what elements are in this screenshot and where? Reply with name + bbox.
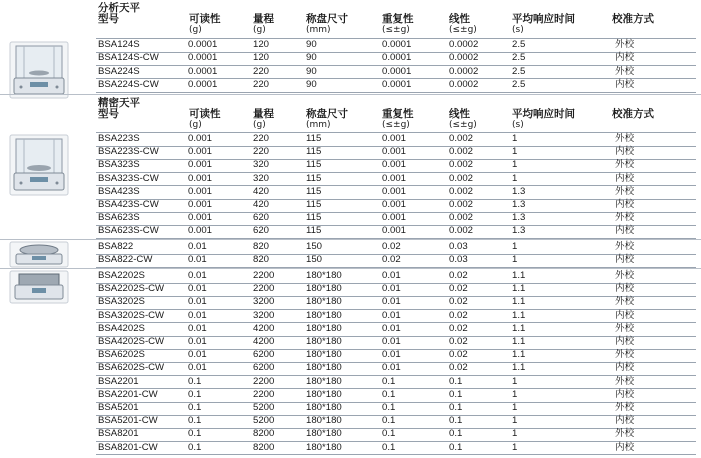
repeatability-cell: 0.1	[382, 402, 396, 413]
calibration-cell: 内校	[615, 172, 635, 184]
readability-cell: 0.1	[188, 402, 202, 413]
capacity-cell: 8200	[253, 441, 275, 453]
readability-cell: 0.001	[188, 185, 213, 197]
calibration-cell: 内校	[615, 52, 635, 64]
table-row	[96, 376, 696, 390]
capacity-cell: 2200	[253, 270, 275, 281]
readability-cell: 0.01	[188, 241, 207, 252]
capacity-cell: 620	[253, 225, 270, 237]
response-time-cell: 1.1	[512, 309, 526, 321]
pan-size-cell: 180*180	[306, 428, 342, 440]
pan-size-cell: 90	[306, 65, 317, 77]
model-cell: BSA4202S	[98, 322, 145, 334]
readability-cell: 0.0001	[188, 65, 218, 77]
table-row	[96, 296, 696, 310]
calibration-cell: 外校	[615, 270, 635, 281]
response-time-cell: 1.1	[512, 349, 526, 361]
calibration-cell: 内校	[615, 254, 635, 266]
capacity-cell: 5200	[253, 402, 275, 413]
linearity-cell: 0.02	[449, 270, 468, 281]
response-time-cell: 1.1	[512, 296, 526, 308]
readability-cell: 0.001	[188, 225, 213, 237]
model-cell: BSA223S	[98, 133, 140, 144]
response-time-cell: 2.5	[512, 39, 526, 50]
pan-size-cell: 115	[306, 212, 322, 224]
readability-cell: 0.001	[188, 159, 213, 171]
model-cell: BSA2202S-CW	[98, 283, 165, 295]
capacity-cell: 3200	[253, 296, 275, 308]
readability-cell: 0.01	[188, 309, 207, 321]
table-row	[96, 362, 696, 376]
model-cell: BSA8201	[98, 428, 139, 440]
header-readability: 可读性 (g)	[189, 108, 221, 130]
readability-cell: 0.01	[188, 349, 207, 361]
table-row	[96, 241, 696, 255]
pan-size-cell: 115	[306, 172, 322, 184]
linearity-cell: 0.1	[449, 402, 463, 413]
response-time-cell: 1	[512, 241, 518, 252]
calibration-cell: 外校	[615, 428, 635, 440]
capacity-cell: 820	[253, 254, 270, 266]
readability-cell: 0.1	[188, 441, 202, 453]
section-divider	[0, 268, 701, 269]
table-row	[96, 66, 696, 80]
table-row	[96, 133, 696, 147]
model-cell: BSA822-CW	[98, 254, 153, 266]
header-capacity: 量程 (g)	[253, 13, 274, 35]
model-cell: BSA323S-CW	[98, 172, 159, 184]
repeatability-cell: 0.1	[382, 428, 396, 440]
response-time-cell: 1.3	[512, 212, 526, 224]
calibration-cell: 外校	[615, 133, 635, 144]
repeatability-cell: 0.1	[382, 375, 396, 387]
response-time-cell: 1	[512, 428, 518, 440]
readability-cell: 0.01	[188, 362, 207, 374]
table-row	[96, 283, 696, 297]
model-cell: BSA2202S	[98, 270, 145, 281]
response-time-cell: 2.5	[512, 78, 526, 90]
analytical-balance-image	[8, 40, 70, 100]
capacity-cell: 420	[253, 185, 270, 197]
response-time-cell: 1	[512, 375, 518, 387]
repeatability-cell: 0.01	[382, 362, 401, 374]
linearity-cell: 0.02	[449, 322, 468, 334]
calibration-cell: 外校	[615, 65, 635, 77]
calibration-cell: 外校	[615, 241, 635, 252]
capacity-cell: 120	[253, 39, 270, 50]
linearity-cell: 0.02	[449, 309, 468, 321]
linearity-cell: 0.0002	[449, 78, 479, 90]
pan-size-cell: 180*180	[306, 322, 342, 334]
calibration-cell: 外校	[615, 212, 635, 224]
model-cell: BSA2201-CW	[98, 388, 158, 400]
model-cell: BSA623S	[98, 212, 140, 224]
table-row	[96, 199, 696, 213]
linearity-cell: 0.03	[449, 241, 468, 252]
pan-size-cell: 115	[306, 225, 322, 237]
table-row	[96, 186, 696, 200]
capacity-cell: 320	[253, 172, 270, 184]
model-cell: BSA423S	[98, 185, 140, 197]
repeatability-cell: 0.001	[382, 159, 407, 171]
linearity-cell: 0.002	[449, 133, 474, 144]
header-response-time: 平均响应时间 (s)	[512, 108, 575, 130]
header-calibration: 校准方式	[612, 108, 654, 120]
model-cell: BSA323S	[98, 159, 140, 171]
linearity-cell: 0.1	[449, 441, 463, 453]
calibration-cell: 内校	[615, 362, 635, 374]
linearity-cell: 0.02	[449, 283, 468, 295]
readability-cell: 0.001	[188, 199, 213, 210]
pan-size-cell: 115	[306, 146, 322, 158]
table-row	[96, 39, 696, 53]
readability-cell: 0.01	[188, 336, 207, 347]
pan-size-cell: 180*180	[306, 402, 342, 413]
pan-size-cell: 180*180	[306, 415, 342, 427]
readability-cell: 0.01	[188, 270, 207, 281]
pan-size-cell: 115	[306, 133, 322, 144]
table-row	[96, 159, 696, 173]
repeatability-cell: 0.01	[382, 309, 401, 321]
readability-cell: 0.01	[188, 322, 207, 334]
readability-cell: 0.1	[188, 415, 202, 427]
linearity-cell: 0.1	[449, 415, 463, 427]
header-repeatability: 重复性 (≤±g)	[382, 13, 414, 35]
repeatability-cell: 0.01	[382, 283, 401, 295]
readability-cell: 0.001	[188, 133, 213, 144]
header-readability: 可读性 (g)	[189, 13, 221, 35]
calibration-cell: 外校	[615, 375, 635, 387]
model-cell: BSA423S-CW	[98, 199, 159, 210]
model-cell: BSA2201	[98, 375, 139, 387]
table-row	[96, 428, 696, 442]
response-time-cell: 1.1	[512, 270, 526, 281]
repeatability-cell: 0.01	[382, 270, 401, 281]
linearity-cell: 0.0002	[449, 52, 479, 64]
repeatability-cell: 0.001	[382, 199, 407, 210]
model-cell: BSA3202S-CW	[98, 309, 165, 321]
response-time-cell: 2.5	[512, 52, 526, 64]
response-time-cell: 1.1	[512, 336, 526, 347]
capacity-cell: 220	[253, 146, 270, 158]
table-row	[96, 349, 696, 363]
round-pan-balance-image	[8, 241, 70, 268]
pan-size-cell: 90	[306, 39, 317, 50]
repeatability-cell: 0.02	[382, 254, 401, 266]
model-cell: BSA8201-CW	[98, 441, 158, 453]
capacity-cell: 2200	[253, 283, 275, 295]
response-time-cell: 1	[512, 441, 518, 453]
response-time-cell: 1.3	[512, 185, 526, 197]
repeatability-cell: 0.001	[382, 225, 407, 237]
table-row	[96, 310, 696, 324]
capacity-cell: 620	[253, 212, 270, 224]
calibration-cell: 内校	[615, 441, 635, 453]
response-time-cell: 1	[512, 254, 518, 266]
linearity-cell: 0.002	[449, 185, 474, 197]
repeatability-cell: 0.0001	[382, 78, 412, 90]
readability-cell: 0.0001	[188, 52, 218, 64]
capacity-cell: 420	[253, 199, 270, 210]
table-row	[96, 146, 696, 160]
linearity-cell: 0.1	[449, 375, 463, 387]
repeatability-cell: 0.01	[382, 349, 401, 361]
repeatability-cell: 0.02	[382, 241, 401, 252]
model-cell: BSA4202S-CW	[98, 336, 165, 347]
readability-cell: 0.01	[188, 283, 207, 295]
pan-size-cell: 180*180	[306, 309, 342, 321]
capacity-cell: 4200	[253, 322, 275, 334]
pan-size-cell: 90	[306, 78, 317, 90]
readability-cell: 0.1	[188, 375, 202, 387]
calibration-cell: 内校	[615, 336, 635, 347]
capacity-cell: 220	[253, 133, 270, 144]
table-row	[96, 389, 696, 403]
calibration-cell: 内校	[615, 78, 635, 90]
linearity-cell: 0.002	[449, 199, 474, 210]
repeatability-cell: 0.0001	[382, 65, 412, 77]
header-linearity: 线性 (≤±g)	[449, 108, 477, 130]
readability-cell: 0.1	[188, 428, 202, 440]
pan-size-cell: 180*180	[306, 283, 342, 295]
category-label: 精密天平	[98, 97, 140, 109]
pan-size-cell: 180*180	[306, 270, 342, 281]
capacity-cell: 820	[253, 241, 270, 252]
linearity-cell: 0.0002	[449, 39, 479, 50]
capacity-cell: 220	[253, 78, 270, 90]
capacity-cell: 5200	[253, 415, 275, 427]
model-cell: BSA124S-CW	[98, 52, 159, 64]
response-time-cell: 1	[512, 146, 518, 158]
repeatability-cell: 0.001	[382, 133, 407, 144]
repeatability-cell: 0.01	[382, 336, 401, 347]
pan-size-cell: 150	[306, 254, 323, 266]
model-cell: BSA124S	[98, 39, 140, 50]
repeatability-cell: 0.01	[382, 296, 401, 308]
response-time-cell: 1.3	[512, 199, 526, 210]
linearity-cell: 0.1	[449, 388, 463, 400]
table-row	[96, 225, 696, 239]
pan-size-cell: 180*180	[306, 349, 342, 361]
repeatability-cell: 0.01	[382, 322, 401, 334]
header-model: 型号	[98, 13, 119, 25]
calibration-cell: 内校	[615, 146, 635, 158]
calibration-cell: 内校	[615, 309, 635, 321]
table-row	[96, 254, 696, 268]
table-row	[96, 79, 696, 93]
readability-cell: 0.0001	[188, 78, 218, 90]
linearity-cell: 0.03	[449, 254, 468, 266]
linearity-cell: 0.002	[449, 225, 474, 237]
linearity-cell: 0.1	[449, 428, 463, 440]
linearity-cell: 0.002	[449, 172, 474, 184]
repeatability-cell: 0.1	[382, 415, 396, 427]
pan-size-cell: 180*180	[306, 362, 342, 374]
category-label: 分析天平	[98, 2, 140, 14]
pan-size-cell: 180*180	[306, 441, 342, 453]
capacity-cell: 320	[253, 159, 270, 171]
model-cell: BSA5201	[98, 402, 139, 413]
capacity-cell: 8200	[253, 428, 275, 440]
calibration-cell: 内校	[615, 415, 635, 427]
linearity-cell: 0.02	[449, 349, 468, 361]
linearity-cell: 0.0002	[449, 65, 479, 77]
header-pan-size: 称盘尺寸 (mm)	[306, 108, 348, 130]
pan-size-cell: 180*180	[306, 296, 342, 308]
calibration-cell: 外校	[615, 296, 635, 308]
model-cell: BSA5201-CW	[98, 415, 158, 427]
section-divider	[0, 239, 701, 240]
pan-size-cell: 180*180	[306, 336, 342, 347]
calibration-cell: 内校	[615, 388, 635, 400]
calibration-cell: 外校	[615, 39, 635, 50]
response-time-cell: 1	[512, 402, 518, 413]
response-time-cell: 1.1	[512, 362, 526, 374]
header-calibration: 校准方式	[612, 13, 654, 25]
linearity-cell: 0.002	[449, 212, 474, 224]
table-row	[96, 323, 696, 337]
table-row	[96, 415, 696, 429]
readability-cell: 0.0001	[188, 39, 218, 50]
header-response-time: 平均响应时间 (s)	[512, 13, 575, 35]
capacity-cell: 6200	[253, 362, 275, 374]
calibration-cell: 内校	[615, 283, 635, 295]
response-time-cell: 1.3	[512, 225, 526, 237]
response-time-cell: 1	[512, 133, 518, 144]
table-row	[96, 173, 696, 187]
pan-size-cell: 90	[306, 52, 317, 64]
capacity-cell: 3200	[253, 309, 275, 321]
section-divider	[0, 94, 701, 95]
table-row	[96, 336, 696, 350]
header-linearity: 线性 (≤±g)	[449, 13, 477, 35]
pan-size-cell: 180*180	[306, 375, 342, 387]
calibration-cell: 内校	[615, 199, 635, 210]
table-row	[96, 52, 696, 66]
model-cell: BSA6202S	[98, 349, 145, 361]
capacity-cell: 4200	[253, 336, 275, 347]
model-cell: BSA224S	[98, 65, 140, 77]
readability-cell: 0.01	[188, 254, 207, 266]
response-time-cell: 1	[512, 388, 518, 400]
readability-cell: 0.01	[188, 296, 207, 308]
readability-cell: 0.001	[188, 212, 213, 224]
model-cell: BSA623S-CW	[98, 225, 159, 237]
repeatability-cell: 0.001	[382, 146, 407, 158]
linearity-cell: 0.02	[449, 296, 468, 308]
linearity-cell: 0.002	[449, 146, 474, 158]
readability-cell: 0.1	[188, 388, 202, 400]
repeatability-cell: 0.001	[382, 172, 407, 184]
model-cell: BSA6202S-CW	[98, 362, 165, 374]
response-time-cell: 1	[512, 159, 518, 171]
pan-size-cell: 150	[306, 241, 323, 252]
response-time-cell: 2.5	[512, 65, 526, 77]
table-row	[96, 402, 696, 416]
repeatability-cell: 0.1	[382, 441, 396, 453]
calibration-cell: 外校	[615, 185, 635, 197]
pan-size-cell: 115	[306, 185, 322, 197]
calibration-cell: 外校	[615, 349, 635, 361]
repeatability-cell: 0.1	[382, 388, 396, 400]
repeatability-cell: 0.001	[382, 185, 407, 197]
repeatability-cell: 0.0001	[382, 39, 412, 50]
capacity-cell: 220	[253, 65, 270, 77]
table-row	[96, 212, 696, 226]
calibration-cell: 外校	[615, 159, 635, 171]
header-model: 型号	[98, 108, 119, 120]
model-cell: BSA223S-CW	[98, 146, 159, 158]
response-time-cell: 1.1	[512, 283, 526, 295]
calibration-cell: 外校	[615, 402, 635, 413]
precision-balance-image	[8, 133, 70, 197]
model-cell: BSA3202S	[98, 296, 145, 308]
readability-cell: 0.001	[188, 172, 213, 184]
repeatability-cell: 0.001	[382, 212, 407, 224]
model-cell: BSA224S-CW	[98, 78, 159, 90]
header-capacity: 量程 (g)	[253, 108, 274, 130]
readability-cell: 0.001	[188, 146, 213, 158]
repeatability-cell: 0.0001	[382, 52, 412, 64]
capacity-cell: 6200	[253, 349, 275, 361]
calibration-cell: 内校	[615, 225, 635, 237]
table-row	[96, 442, 696, 456]
linearity-cell: 0.02	[449, 362, 468, 374]
pan-size-cell: 115	[306, 199, 322, 210]
capacity-cell: 2200	[253, 375, 275, 387]
pan-size-cell: 115	[306, 159, 322, 171]
header-repeatability: 重复性 (≤±g)	[382, 108, 414, 130]
capacity-cell: 2200	[253, 388, 275, 400]
linearity-cell: 0.02	[449, 336, 468, 347]
pan-size-cell: 180*180	[306, 388, 342, 400]
square-pan-balance-image	[8, 270, 70, 304]
capacity-cell: 120	[253, 52, 270, 64]
response-time-cell: 1	[512, 415, 518, 427]
linearity-cell: 0.002	[449, 159, 474, 171]
response-time-cell: 1.1	[512, 322, 526, 334]
model-cell: BSA822	[98, 241, 134, 252]
table-row	[96, 270, 696, 284]
header-pan-size: 称盘尺寸 (mm)	[306, 13, 348, 35]
calibration-cell: 外校	[615, 322, 635, 334]
response-time-cell: 1	[512, 172, 518, 184]
